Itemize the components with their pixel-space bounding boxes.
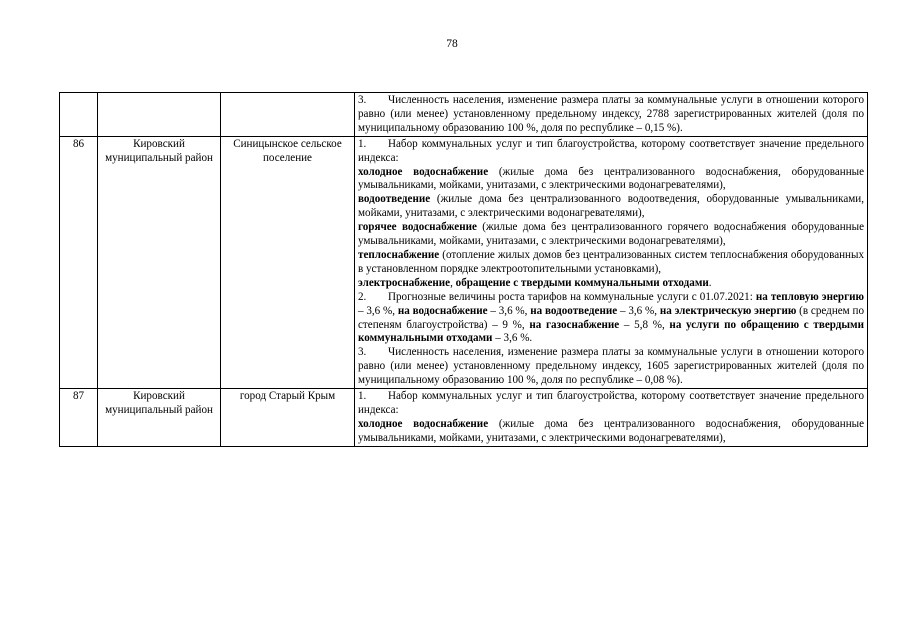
content-paragraph <box>358 390 864 418</box>
text-run: Набор коммунальных услуг и тип благоустройства, которому соответствует значение предельного индекса: <box>358 390 864 416</box>
item-number: 3. <box>358 94 367 106</box>
text-run: Прогнозные величины роста тарифов на коммунальные услуги с 01.07.2021: <box>388 290 756 303</box>
row-number-cell: 87 <box>60 389 98 447</box>
text-run: (жилые дома без централизованного водоотведения, оборудованные умывальниками, мойками, унитазами, с электрическими водонагревателями), <box>358 193 864 220</box>
content-paragraph <box>358 346 864 388</box>
text-run: – 3,6 %, <box>617 304 660 317</box>
item-number: 1. <box>358 137 367 150</box>
district-cell <box>98 93 221 137</box>
text-run: – 3,6 %, <box>487 304 531 317</box>
content-paragraph <box>358 221 864 249</box>
settlement-cell: Синицынское сельское поселение <box>221 136 355 388</box>
row-number-cell: 86 <box>60 136 98 388</box>
item-number: 1. <box>358 390 367 403</box>
bold-term: теплоснабжение <box>358 248 440 261</box>
text-run: , <box>450 276 456 289</box>
table-row <box>60 389 868 447</box>
settlement-cell: город Старый Крым <box>221 389 355 447</box>
bold-term: холодное водоснабжение <box>358 417 489 430</box>
bold-term: водоотведение <box>358 193 431 206</box>
bold-term: на электрическую энергию <box>659 304 797 317</box>
table-row <box>60 93 868 137</box>
text-run: Набор коммунальных услуг и тип благоустройства, которому соответствует значение предельного индекса: <box>358 137 864 164</box>
content-paragraph <box>358 277 864 291</box>
district-cell: Кировский муниципальный район <box>98 136 221 388</box>
content-paragraph <box>358 249 864 277</box>
bold-term: обращение с твердыми коммунальными отходами <box>455 276 709 289</box>
content-paragraph <box>358 193 864 221</box>
bold-term: на услуги по обращению с твердыми коммунальными отходами <box>358 318 864 345</box>
text-run: – 3,6 %, <box>358 304 398 317</box>
bold-term: на тепловую энергию <box>755 290 864 303</box>
text-run: (отопление жилых домов без централизованных систем теплоснабжения оборудованных в установленном порядке электроотопительными установками), <box>358 248 864 275</box>
content-cell <box>355 136 868 388</box>
text-run: (жилые дома без централизованного горячего водоснабжения оборудованные умывальниками, мойками, унитазами, с электрическими водонагревателями), <box>358 221 864 248</box>
text-run: Численность населения, изменение размера платы за коммунальные услуги в отношении которого равно (или менее) установленному предельному индексу, 2788 зарегистрированных жителей (доля по муниципальному образованию 100 %, доля по республике – 0,15 %). <box>358 94 864 134</box>
bold-term: электроснабжение <box>358 276 451 289</box>
content-paragraph <box>358 138 864 166</box>
page-number: 78 <box>446 38 458 50</box>
settlement-cell <box>221 93 355 137</box>
text-run: – 5,8 %, <box>619 318 670 331</box>
bold-term: холодное водоснабжение <box>358 165 489 178</box>
content-cell <box>355 93 868 137</box>
text-run: . <box>708 276 712 289</box>
row-number-cell <box>60 93 98 137</box>
bold-term: горячее водоснабжение <box>358 221 477 234</box>
content-paragraph <box>358 291 864 347</box>
text-run: – 3,6 %. <box>492 332 533 345</box>
item-number: 3. <box>358 346 367 359</box>
district-cell: Кировский муниципальный район <box>98 389 221 447</box>
item-number: 2. <box>358 290 367 303</box>
content-paragraph <box>358 94 864 136</box>
tariff-table <box>59 92 868 447</box>
text-run: (жилые дома без централизованного водоснабжения, оборудованные умывальниками, мойками, унитазами, с электрическими водонагревателями), <box>358 165 865 192</box>
content-paragraph <box>358 166 864 194</box>
table-row <box>60 136 868 388</box>
bold-term: на водоснабжение <box>397 304 488 317</box>
bold-term: на газоснабжение <box>529 318 620 331</box>
content-paragraph <box>358 418 864 446</box>
text-run: (жилые дома без централизованного водоснабжения, оборудованные умывальниками, мойками, унитазами, с электрическими водонагревателями), <box>358 417 865 444</box>
text-run: (в среднем по степеням благоустройства) – 9 %, <box>358 304 864 331</box>
bold-term: на водоотведение <box>530 304 618 317</box>
text-run: Численность населения, изменение размера платы за коммунальные услуги в отношении которого равно (или менее) установленному предельному индексу, 1605 зарегистрированных жителей (доля по муниципальному образованию 100 %, доля по республике – 0,08 %). <box>358 346 864 387</box>
content-cell <box>355 389 868 447</box>
